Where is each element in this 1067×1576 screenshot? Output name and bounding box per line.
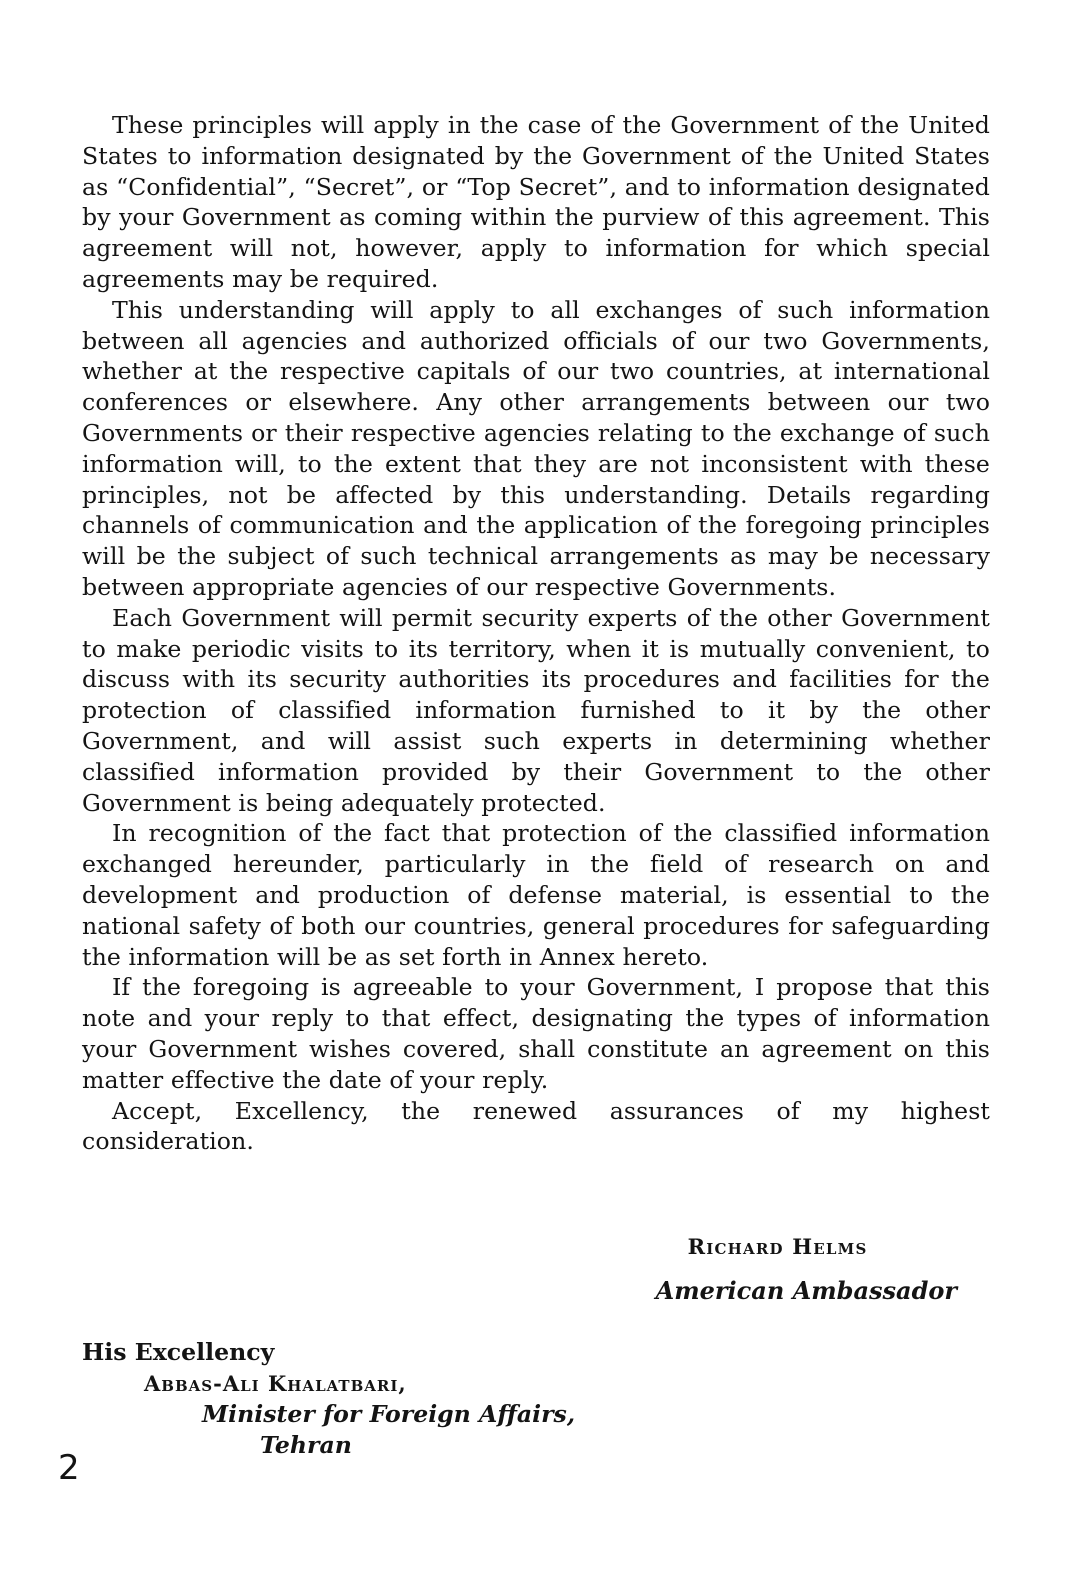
- paragraph-proposal: If the foregoing is agreeable to your Government, I propose that this note and your reply to that effect, designating the types of information your Government wishes covered, shall constitute an agreement on this matter effective the date of your reply.: [82, 973, 990, 1094]
- addressee-city: Tehran: [260, 1431, 352, 1459]
- paragraph-principles: These principles will apply in the case of the Government of the United States to information designated by the Government of the United States as “Confidential”, “Secret”, or “Top Secret”, and to information designated by your Government as coming within the purview of this agreement. This agreement will not, however, apply to information for which special agreements may be required.: [82, 111, 990, 293]
- paragraph-closing: Accept, Excellency, the renewed assurances of my highest consideration.: [82, 1096, 990, 1156]
- letter-body: [82, 110, 990, 1157]
- addressee-name: Abbas-Ali Khalatbari,: [144, 1371, 407, 1396]
- addressee-block: [82, 1337, 575, 1461]
- paragraph-recognition: In recognition of the fact that protection of the classified information exchanged hereunder, particularly in the field of research on and development and production of defense material, is essential to the national safety of both our countries, general procedures for safeguarding the information will be as set forth in Annex hereto.: [82, 819, 990, 971]
- signatory-title: American Ambassador: [655, 1276, 957, 1305]
- addressee-salutation: His Excellency: [82, 1338, 275, 1366]
- addressee-title: Minister for Foreign Affairs,: [202, 1400, 576, 1428]
- paragraph-understanding: This understanding will apply to all exchanges of such information between all agencies and authorized officials of our two Governments, whether at the respective capitals of our two countries, at international conferences or elsewhere. Any other arrangements between our two Governments or their respective agencies relating to the exchange of such information will, to the extent that they are not inconsistent with these principles, not be affected by this understanding. Details regarding channels of communication and the application of the foregoing principles will be the subject of such technical arrangements as may be necessary between appropriate agencies of our respective Governments.: [82, 295, 990, 601]
- signature-block: [656, 1232, 957, 1306]
- signatory-name: Richard Helms: [687, 1234, 868, 1259]
- paragraph-security-experts: Each Government will permit security experts of the other Government to make periodic visits to its territory, when it is mutually convenient, to discuss with its security authorities its procedures and facilities for the protection of classified information furnished to it by the other Government, and will assist such experts in determining whether classified information provided by their Government to the other Government is being adequately protected.: [82, 603, 990, 817]
- page-number: 2: [58, 1448, 80, 1488]
